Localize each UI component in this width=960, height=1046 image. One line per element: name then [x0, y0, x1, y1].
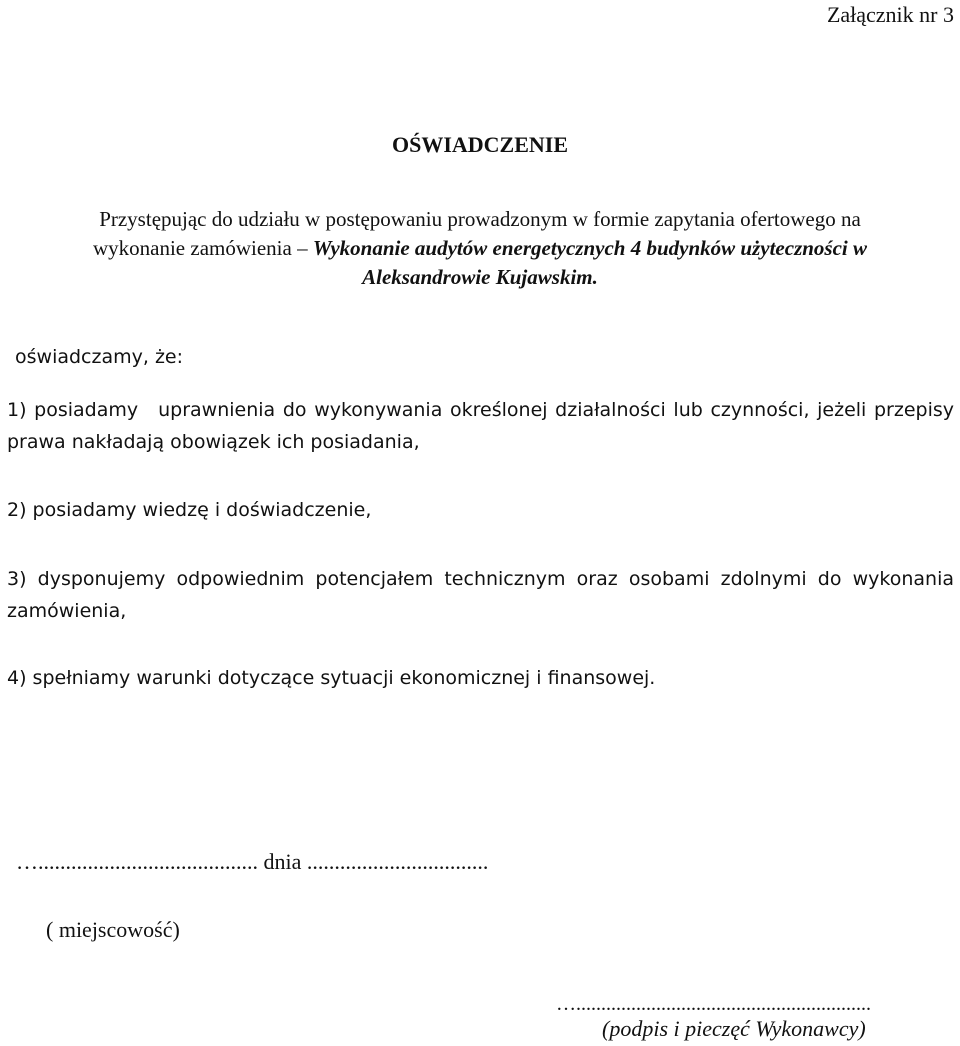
intro-plain-text: wykonanie zamówienia – [92, 236, 313, 260]
declaration-item-3: 3) dysponujemy odpowiednim potencjałem technicznym oraz osobami zdolnymi do wykonania zamówienia, [7, 568, 954, 622]
appendix-label: Załącznik nr 3 [826, 2, 954, 27]
item-1-text: uprawnienia do wykonywania określonej działalności lub czynności, jeżeli przepisy prawa nakładają obowiązek ich posiadania, [7, 399, 954, 453]
signature-field: …........................................................... [556, 993, 871, 1015]
contract-name-part-1: Wykonanie audytów energetycznych 4 budynków użyteczności w [312, 236, 868, 260]
declaration-item-2: 2) posiadamy wiedzę i doświadczenie, [7, 499, 372, 521]
contract-name-part-2: Aleksandrowie Kujawskim. [362, 265, 598, 289]
place-date-field: …........................................ dnia ................................. [16, 849, 489, 874]
signature-label: (podpis i pieczęć Wykonawcy) [602, 1016, 866, 1041]
declaration-lead: oświadczamy, że: [15, 346, 184, 368]
intro-line-1: Przystępując do udziału w postępowaniu prowadzonym w formie zapytania ofertowego na [99, 207, 861, 231]
place-label: ( miejscowość) [46, 917, 180, 942]
declaration-item-1 [7, 394, 954, 458]
document-title: OŚWIADCZENIE [391, 132, 569, 157]
item-1-lead: 1) posiadamy [7, 399, 139, 421]
intro-line-2 [0, 234, 960, 263]
declaration-item-4: 4) spełniamy warunki dotyczące sytuacji ekonomicznej i finansowej. [7, 667, 656, 689]
intro-paragraph [0, 205, 960, 292]
